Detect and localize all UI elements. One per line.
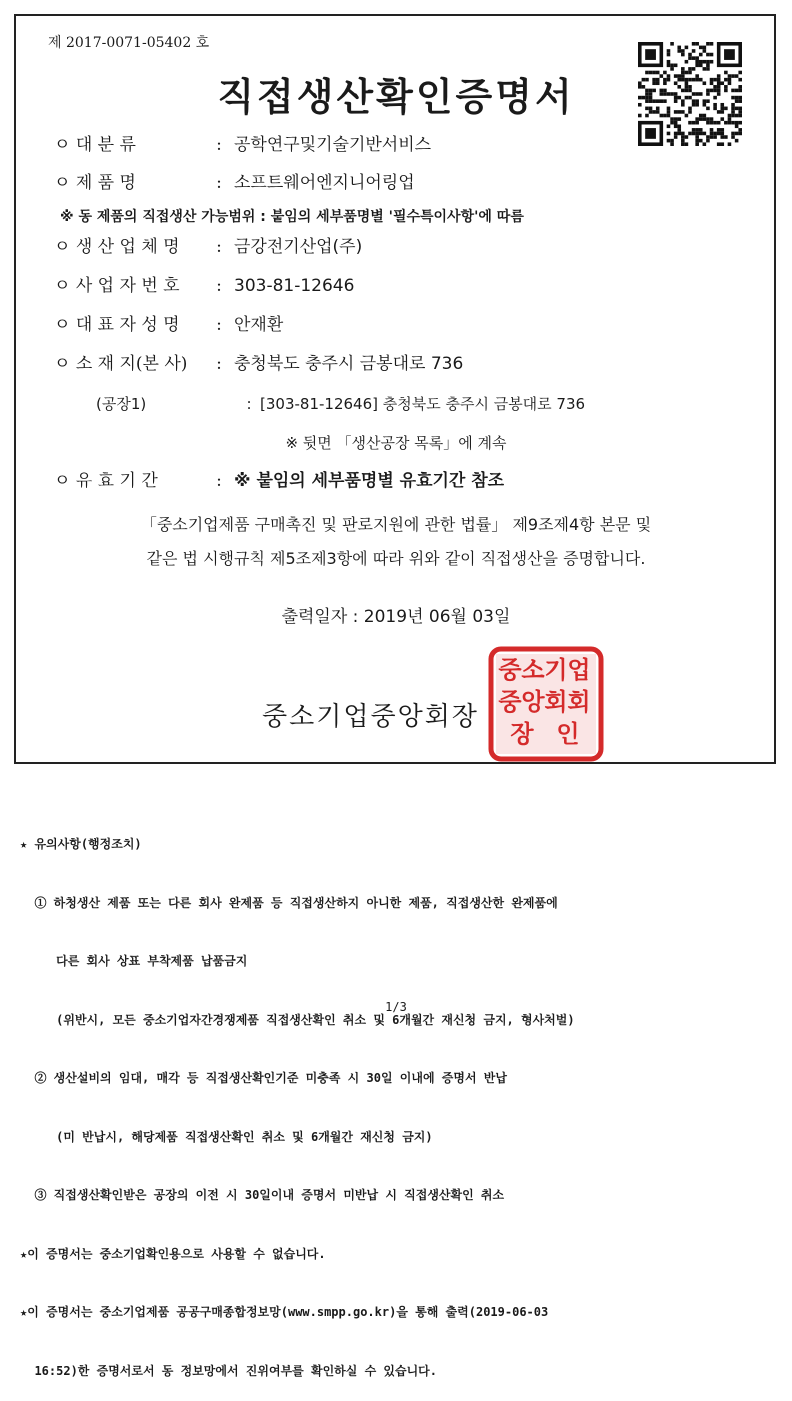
- field-label: ㅇ 유 효 기 간: [54, 471, 158, 491]
- note-line: ★ 유의사항(행정조치): [20, 837, 142, 851]
- field-label: ㅇ 생 산 업 체 명: [54, 237, 180, 257]
- continued-note: ※ 뒷면 「생산공장 목록」에 계속: [285, 434, 507, 452]
- note-line: ② 생산설비의 임대, 매각 등 직접생산확인기준 미충족 시 30일 이내에 증명서 반납: [20, 1071, 507, 1085]
- factory-label: (공장1): [96, 395, 147, 413]
- svg-text:회: 회: [567, 688, 591, 716]
- note-line: (위반시, 모든 중소기업자간경쟁제품 직접생산확인 취소 및 6개월간 재신청 금지, 형사처벌): [20, 1012, 575, 1027]
- note-line: ★이 증명서는 중소기업확인용으로 사용할 수 없습니다.: [20, 1246, 326, 1261]
- factory-value: [303-81-12646] 충청북도 충주시 금봉대로 736: [260, 395, 586, 413]
- field-value: 공학연구및기술기반서비스: [234, 135, 432, 155]
- field-label: ㅇ 대 분 류: [54, 135, 136, 155]
- law-text-line-1: 「중소기업제품 구매촉진 및 판로지원에 관한 법률」 제9조제4항 본문 및: [140, 515, 652, 534]
- field-row-validity: ㅇ 유 효 기 간 : ※ 붙임의 세부품명별 유효기간 참조: [54, 466, 504, 491]
- field-row-representative: ㅇ 대 표 자 성 명 : 안재환: [54, 310, 283, 335]
- official-seal-icon: [488, 646, 604, 762]
- field-value: 충청북도 충주시 금봉대로 736: [234, 354, 464, 374]
- field-label: ㅇ 제 품 명: [54, 173, 136, 193]
- law-text-line-2: 같은 법 시행규칙 제5조제3항에 따라 위와 같이 직접생산을 증명합니다.: [146, 549, 646, 568]
- svg-text:중: 중: [498, 688, 522, 716]
- field-label: ㅇ 사 업 자 번 호: [54, 276, 180, 296]
- note-line: ① 하청생산 제품 또는 다른 회사 완제품 등 직접생산하지 아니한 제품, 직접생산한 완제품에: [20, 895, 558, 910]
- field-row-company: ㅇ 생 산 업 체 명 : 금강전기산업(주): [54, 232, 362, 257]
- svg-text:앙: 앙: [521, 688, 545, 716]
- note-line: 16:52)한 증명서로서 동 정보망에서 진위여부를 확인하실 수 있습니다.: [20, 1363, 437, 1378]
- field-row-category: ㅇ 대 분 류 : 공학연구및기술기반서비스: [54, 130, 431, 155]
- notes-section: [20, 796, 575, 1401]
- svg-text:회: 회: [544, 688, 568, 716]
- note-line: ★이 증명서는 중소기업제품 공공구매종합정보망(www.smpp.go.kr)을 통해 출력(2019-06-03: [20, 1305, 549, 1319]
- svg-text:기: 기: [544, 656, 568, 684]
- svg-text:중: 중: [498, 656, 522, 684]
- field-value: 안재환: [234, 315, 284, 335]
- field-row-product: ㅇ 제 품 명 : 소프트웨어엔지니어링업: [54, 168, 415, 193]
- field-row-address: ㅇ 소 재 지(본 사) : 충청북도 충주시 금봉대로 736: [54, 349, 463, 374]
- field-value: 소프트웨어엔지니어링업: [234, 173, 415, 193]
- field-label: ㅇ 소 재 지(본 사): [54, 354, 188, 374]
- svg-text:업: 업: [567, 656, 591, 684]
- svg-text:소: 소: [521, 656, 545, 684]
- issuer-name: 중소기업중앙회장: [262, 702, 479, 732]
- issue-date: 출력일자 : 2019년 06월 03일: [281, 607, 511, 627]
- note-line: (미 반납시, 해당제품 직접생산확인 취소 및 6개월간 재신청 금지): [20, 1129, 433, 1144]
- page-number: 1/3: [385, 1000, 407, 1014]
- certificate-number: 제 2017-0071-05402 호: [48, 35, 210, 51]
- field-row-business-number: ㅇ 사 업 자 번 호 : 303-81-12646: [54, 271, 354, 296]
- scope-note: ※ 동 제품의 직접생산 가능범위 : 붙임의 세부품명별 '필수특이사항'에 따름: [60, 209, 524, 225]
- note-line: 다른 회사 상표 부착제품 납품금지: [20, 954, 248, 968]
- svg-text:인: 인: [556, 720, 580, 748]
- field-label: ㅇ 대 표 자 성 명: [54, 315, 180, 335]
- field-value: 금강전기산업(주): [234, 237, 363, 257]
- field-value: 303-81-12646: [234, 276, 355, 296]
- svg-text:장: 장: [510, 720, 534, 748]
- note-line: ③ 직접생산확인받은 공장의 이전 시 30일이내 증명서 미반납 시 직접생산확인 취소: [20, 1188, 505, 1202]
- factory-row: (공장1) : [303-81-12646] 충청북도 충주시 금봉대로 736: [96, 395, 586, 413]
- document-title: 직접생산확인증명서: [217, 74, 575, 119]
- field-value: ※ 붙임의 세부품명별 유효기간 참조: [234, 471, 505, 491]
